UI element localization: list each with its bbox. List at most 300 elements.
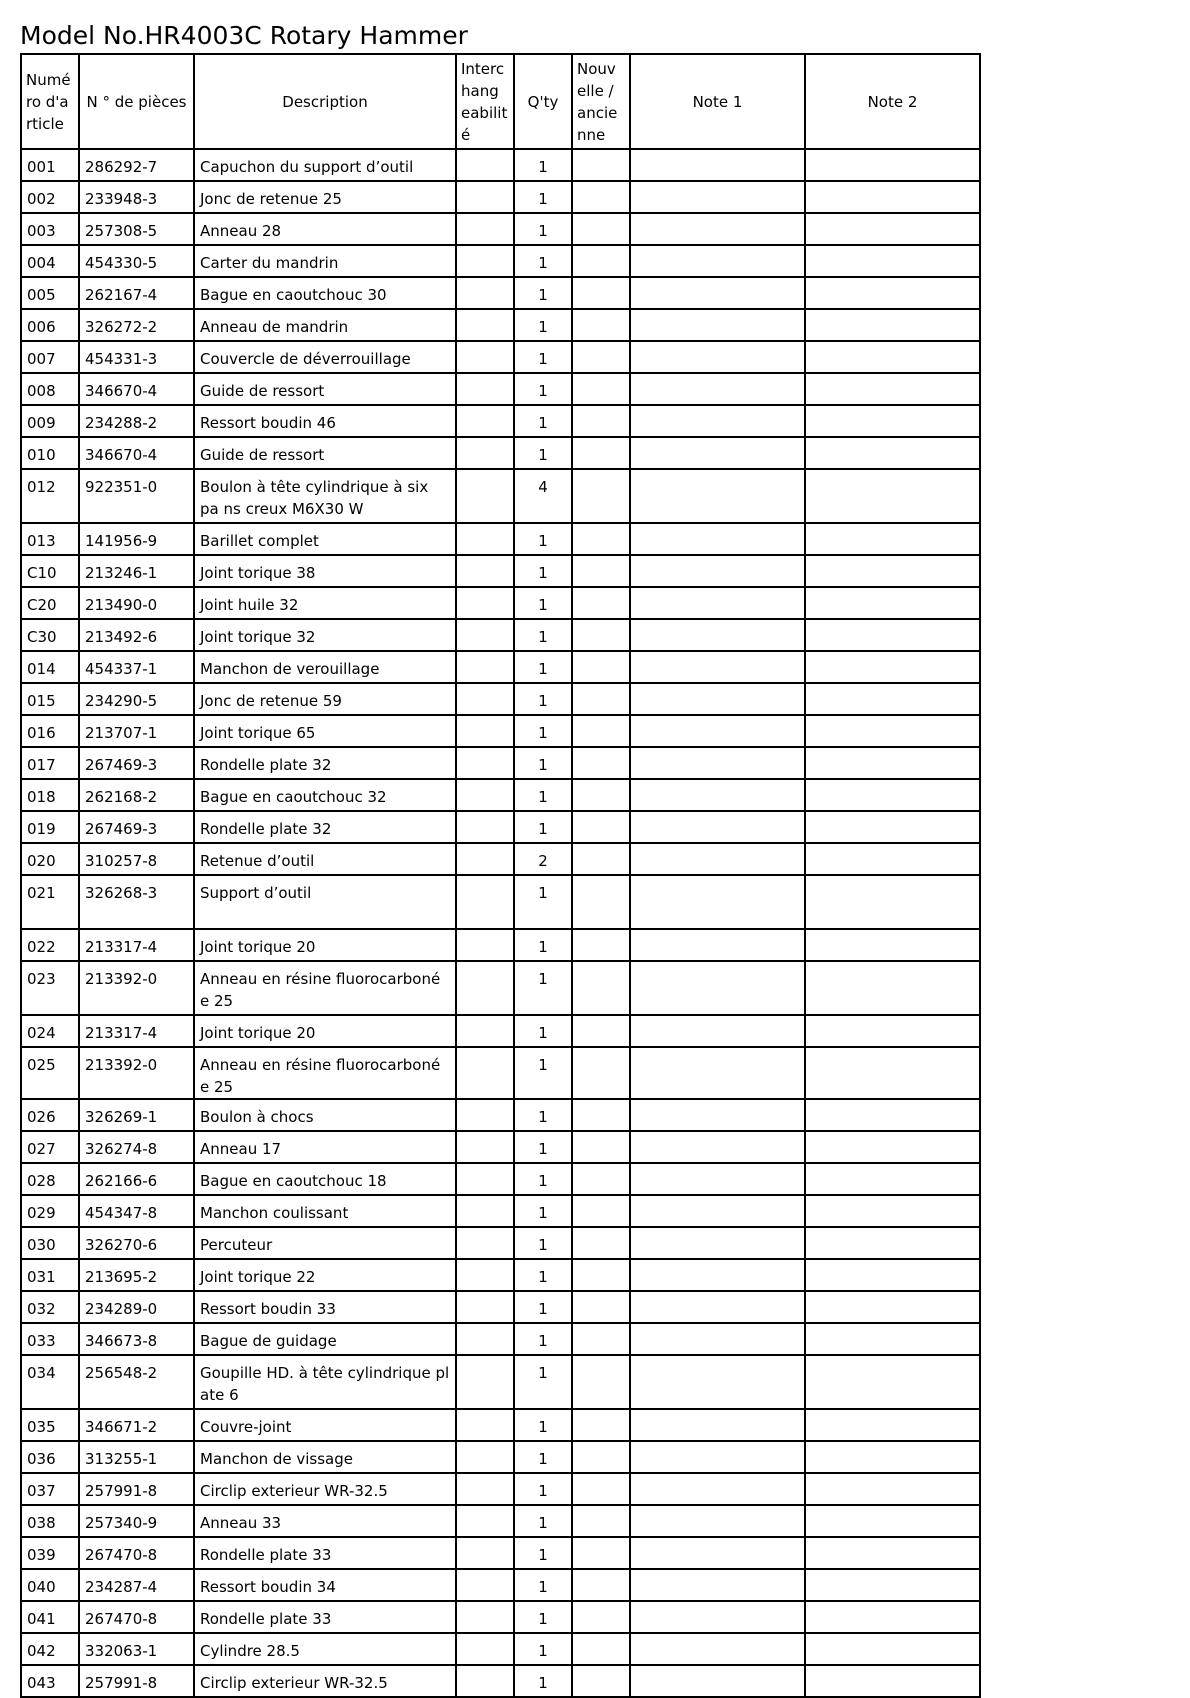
new-old-cell [572, 1409, 630, 1441]
table-row [21, 747, 980, 779]
description-cell: Joint torique 32 [194, 619, 456, 651]
interchangeability-cell [456, 1665, 514, 1697]
note-2-cell [805, 555, 980, 587]
part-number-cell: 257991-8 [79, 1665, 194, 1697]
table-row [21, 309, 980, 341]
item-number-cell: 034 [21, 1355, 79, 1409]
description-cell: Percuteur [194, 1227, 456, 1259]
note-1-cell [630, 875, 805, 929]
part-number-cell: 233948-3 [79, 181, 194, 213]
note-2-cell [805, 1441, 980, 1473]
part-number-cell: 262166-6 [79, 1163, 194, 1195]
quantity-cell: 1 [514, 1601, 572, 1633]
interchangeability-cell [456, 875, 514, 929]
note-1-cell [630, 405, 805, 437]
quantity-cell: 1 [514, 651, 572, 683]
note-1-cell [630, 1505, 805, 1537]
table-row [21, 1633, 980, 1665]
note-2-cell [805, 1473, 980, 1505]
part-number-cell: 213392-0 [79, 1047, 194, 1099]
part-number-cell: 257991-8 [79, 1473, 194, 1505]
part-number-cell: 234287-4 [79, 1569, 194, 1601]
new-old-cell [572, 1163, 630, 1195]
new-old-cell [572, 779, 630, 811]
quantity-cell: 1 [514, 1505, 572, 1537]
new-old-cell [572, 555, 630, 587]
part-number-cell: 267470-8 [79, 1601, 194, 1633]
description-cell: Guide de ressort [194, 437, 456, 469]
table-row [21, 683, 980, 715]
note-2-cell [805, 779, 980, 811]
note-1-cell [630, 1131, 805, 1163]
part-number-cell: 326274-8 [79, 1131, 194, 1163]
part-number-cell: 454331-3 [79, 341, 194, 373]
quantity-cell: 1 [514, 437, 572, 469]
new-old-cell [572, 1569, 630, 1601]
note-2-cell [805, 651, 980, 683]
description-cell: Rondelle plate 32 [194, 811, 456, 843]
part-number-cell: 326272-2 [79, 309, 194, 341]
note-2-cell [805, 1569, 980, 1601]
header-row [21, 54, 980, 149]
note-2-cell [805, 1355, 980, 1409]
item-number-cell: 028 [21, 1163, 79, 1195]
interchangeability-cell [456, 811, 514, 843]
part-number-cell: 213317-4 [79, 929, 194, 961]
new-old-cell [572, 1441, 630, 1473]
part-number-cell: 234288-2 [79, 405, 194, 437]
interchangeability-cell [456, 1015, 514, 1047]
note-2-cell [805, 523, 980, 555]
interchangeability-cell [456, 309, 514, 341]
note-2-cell [805, 1099, 980, 1131]
item-number-cell: 029 [21, 1195, 79, 1227]
note-2-cell [805, 341, 980, 373]
new-old-cell [572, 149, 630, 181]
note-1-cell [630, 929, 805, 961]
table-row [21, 929, 980, 961]
item-number-cell: 020 [21, 843, 79, 875]
note-1-cell [630, 619, 805, 651]
note-2-cell [805, 961, 980, 1015]
item-number-cell: 030 [21, 1227, 79, 1259]
part-number-cell: 213392-0 [79, 961, 194, 1015]
new-old-cell [572, 1537, 630, 1569]
description-cell: Barillet complet [194, 523, 456, 555]
description-cell: Joint torique 20 [194, 1015, 456, 1047]
note-1-cell [630, 341, 805, 373]
new-old-cell [572, 843, 630, 875]
header-description: Description [194, 54, 456, 149]
part-number-cell: 346670-4 [79, 437, 194, 469]
item-number-cell: 037 [21, 1473, 79, 1505]
quantity-cell: 1 [514, 779, 572, 811]
description-cell: Jonc de retenue 59 [194, 683, 456, 715]
interchangeability-cell [456, 1047, 514, 1099]
note-2-cell [805, 469, 980, 523]
table-row [21, 1601, 980, 1633]
note-1-cell [630, 1047, 805, 1099]
quantity-cell: 1 [514, 1227, 572, 1259]
header-new-old: Nouv elle / ancie nne [572, 54, 630, 149]
description-cell: Anneau 17 [194, 1131, 456, 1163]
new-old-cell [572, 1665, 630, 1697]
note-1-cell [630, 843, 805, 875]
interchangeability-cell [456, 213, 514, 245]
item-number-cell: 010 [21, 437, 79, 469]
item-number-cell: 031 [21, 1259, 79, 1291]
quantity-cell: 1 [514, 1015, 572, 1047]
quantity-cell: 1 [514, 181, 572, 213]
quantity-cell: 1 [514, 1323, 572, 1355]
quantity-cell: 1 [514, 1355, 572, 1409]
interchangeability-cell [456, 1227, 514, 1259]
part-number-cell: 326270-6 [79, 1227, 194, 1259]
part-number-cell: 262167-4 [79, 277, 194, 309]
table-row [21, 651, 980, 683]
table-row [21, 619, 980, 651]
quantity-cell: 1 [514, 683, 572, 715]
interchangeability-cell [456, 747, 514, 779]
description-cell: Joint torique 20 [194, 929, 456, 961]
new-old-cell [572, 373, 630, 405]
table-row [21, 1441, 980, 1473]
interchangeability-cell [456, 149, 514, 181]
item-number-cell: 019 [21, 811, 79, 843]
interchangeability-cell [456, 405, 514, 437]
quantity-cell: 1 [514, 619, 572, 651]
note-1-cell [630, 1601, 805, 1633]
description-cell: Jonc de retenue 25 [194, 181, 456, 213]
table-row [21, 1099, 980, 1131]
table-row [21, 843, 980, 875]
description-cell: Support d’outil [194, 875, 456, 929]
note-2-cell [805, 1291, 980, 1323]
note-1-cell [630, 1015, 805, 1047]
item-number-cell: 008 [21, 373, 79, 405]
description-cell: Retenue d’outil [194, 843, 456, 875]
quantity-cell: 1 [514, 149, 572, 181]
table-row [21, 1665, 980, 1697]
note-1-cell [630, 1441, 805, 1473]
part-number-cell: 262168-2 [79, 779, 194, 811]
note-2-cell [805, 929, 980, 961]
description-cell: Joint torique 65 [194, 715, 456, 747]
new-old-cell [572, 405, 630, 437]
interchangeability-cell [456, 651, 514, 683]
item-number-cell: 025 [21, 1047, 79, 1099]
description-cell: Manchon coulissant [194, 1195, 456, 1227]
interchangeability-cell [456, 1291, 514, 1323]
quantity-cell: 1 [514, 373, 572, 405]
part-number-cell: 346670-4 [79, 373, 194, 405]
part-number-cell: 454337-1 [79, 651, 194, 683]
quantity-cell: 1 [514, 1569, 572, 1601]
description-cell: Anneau 33 [194, 1505, 456, 1537]
item-number-cell: C10 [21, 555, 79, 587]
quantity-cell: 2 [514, 843, 572, 875]
interchangeability-cell [456, 523, 514, 555]
part-number-cell: 213317-4 [79, 1015, 194, 1047]
note-1-cell [630, 277, 805, 309]
new-old-cell [572, 1227, 630, 1259]
new-old-cell [572, 277, 630, 309]
part-number-cell: 267469-3 [79, 811, 194, 843]
note-1-cell [630, 149, 805, 181]
item-number-cell: 009 [21, 405, 79, 437]
note-2-cell [805, 1227, 980, 1259]
note-1-cell [630, 213, 805, 245]
note-1-cell [630, 1259, 805, 1291]
item-number-cell: 007 [21, 341, 79, 373]
note-1-cell [630, 683, 805, 715]
table-row [21, 1259, 980, 1291]
note-2-cell [805, 373, 980, 405]
header-item-number: Numé ro d'a rticle [21, 54, 79, 149]
description-cell: Cylindre 28.5 [194, 1633, 456, 1665]
new-old-cell [572, 811, 630, 843]
new-old-cell [572, 309, 630, 341]
new-old-cell [572, 1291, 630, 1323]
note-1-cell [630, 779, 805, 811]
new-old-cell [572, 181, 630, 213]
item-number-cell: 001 [21, 149, 79, 181]
table-row [21, 373, 980, 405]
note-2-cell [805, 213, 980, 245]
quantity-cell: 1 [514, 747, 572, 779]
part-number-cell: 267470-8 [79, 1537, 194, 1569]
part-number-cell: 332063-1 [79, 1633, 194, 1665]
item-number-cell: C30 [21, 619, 79, 651]
part-number-cell: 141956-9 [79, 523, 194, 555]
item-number-cell: 027 [21, 1131, 79, 1163]
new-old-cell [572, 1601, 630, 1633]
quantity-cell: 1 [514, 961, 572, 1015]
table-row [21, 341, 980, 373]
part-number-cell: 454347-8 [79, 1195, 194, 1227]
new-old-cell [572, 1131, 630, 1163]
table-row [21, 523, 980, 555]
note-1-cell [630, 469, 805, 523]
item-number-cell: 015 [21, 683, 79, 715]
interchangeability-cell [456, 1601, 514, 1633]
note-1-cell [630, 245, 805, 277]
item-number-cell: 023 [21, 961, 79, 1015]
header-interchangeability: Interc hang eabilit é [456, 54, 514, 149]
item-number-cell: C20 [21, 587, 79, 619]
new-old-cell [572, 1195, 630, 1227]
description-cell: Couvre-joint [194, 1409, 456, 1441]
description-cell: Ressort boudin 34 [194, 1569, 456, 1601]
new-old-cell [572, 747, 630, 779]
description-cell: Bague en caoutchouc 32 [194, 779, 456, 811]
interchangeability-cell [456, 1163, 514, 1195]
note-2-cell [805, 1195, 980, 1227]
table-row [21, 1505, 980, 1537]
note-2-cell [805, 715, 980, 747]
description-cell: Joint huile 32 [194, 587, 456, 619]
part-number-cell: 313255-1 [79, 1441, 194, 1473]
table-row [21, 555, 980, 587]
note-2-cell [805, 1163, 980, 1195]
table-row [21, 1537, 980, 1569]
item-number-cell: 016 [21, 715, 79, 747]
part-number-cell: 326268-3 [79, 875, 194, 929]
part-number-cell: 213695-2 [79, 1259, 194, 1291]
part-number-cell: 213707-1 [79, 715, 194, 747]
quantity-cell: 1 [514, 1131, 572, 1163]
new-old-cell [572, 1633, 630, 1665]
quantity-cell: 4 [514, 469, 572, 523]
interchangeability-cell [456, 341, 514, 373]
new-old-cell [572, 1099, 630, 1131]
quantity-cell: 1 [514, 523, 572, 555]
table-row [21, 779, 980, 811]
table-row [21, 715, 980, 747]
interchangeability-cell [456, 587, 514, 619]
item-number-cell: 035 [21, 1409, 79, 1441]
parts-table-body [21, 149, 980, 1697]
part-number-cell: 213490-0 [79, 587, 194, 619]
interchangeability-cell [456, 245, 514, 277]
note-1-cell [630, 555, 805, 587]
note-1-cell [630, 437, 805, 469]
part-number-cell: 213246-1 [79, 555, 194, 587]
interchangeability-cell [456, 1195, 514, 1227]
part-number-cell: 234290-5 [79, 683, 194, 715]
interchangeability-cell [456, 843, 514, 875]
table-row [21, 1015, 980, 1047]
new-old-cell [572, 341, 630, 373]
part-number-cell: 257340-9 [79, 1505, 194, 1537]
new-old-cell [572, 437, 630, 469]
note-1-cell [630, 1195, 805, 1227]
table-row [21, 1291, 980, 1323]
description-cell: Bague en caoutchouc 18 [194, 1163, 456, 1195]
new-old-cell [572, 1355, 630, 1409]
description-cell: Boulon à chocs [194, 1099, 456, 1131]
part-number-cell: 256548-2 [79, 1355, 194, 1409]
note-2-cell [805, 181, 980, 213]
note-2-cell [805, 1537, 980, 1569]
table-row [21, 1227, 980, 1259]
new-old-cell [572, 1473, 630, 1505]
note-1-cell [630, 747, 805, 779]
item-number-cell: 041 [21, 1601, 79, 1633]
quantity-cell: 1 [514, 1633, 572, 1665]
interchangeability-cell [456, 1323, 514, 1355]
table-row [21, 181, 980, 213]
note-2-cell [805, 1409, 980, 1441]
table-row [21, 875, 980, 929]
header-quantity: Q'ty [514, 54, 572, 149]
note-1-cell [630, 961, 805, 1015]
interchangeability-cell [456, 1259, 514, 1291]
note-2-cell [805, 587, 980, 619]
item-number-cell: 014 [21, 651, 79, 683]
note-1-cell [630, 309, 805, 341]
description-cell: Anneau en résine fluorocarboné e 25 [194, 961, 456, 1015]
note-1-cell [630, 523, 805, 555]
part-number-cell: 267469-3 [79, 747, 194, 779]
new-old-cell [572, 1015, 630, 1047]
interchangeability-cell [456, 437, 514, 469]
item-number-cell: 039 [21, 1537, 79, 1569]
description-cell: Anneau en résine fluorocarboné e 25 [194, 1047, 456, 1099]
interchangeability-cell [456, 1569, 514, 1601]
quantity-cell: 1 [514, 1409, 572, 1441]
note-2-cell [805, 1015, 980, 1047]
new-old-cell [572, 1505, 630, 1537]
quantity-cell: 1 [514, 1195, 572, 1227]
description-cell: Rondelle plate 33 [194, 1601, 456, 1633]
item-number-cell: 026 [21, 1099, 79, 1131]
table-row [21, 149, 980, 181]
part-number-cell: 234289-0 [79, 1291, 194, 1323]
item-number-cell: 038 [21, 1505, 79, 1537]
parts-table [20, 53, 981, 1698]
interchangeability-cell [456, 779, 514, 811]
note-2-cell [805, 1601, 980, 1633]
new-old-cell [572, 245, 630, 277]
new-old-cell [572, 651, 630, 683]
interchangeability-cell [456, 683, 514, 715]
header-part-number: N ° de pièces [79, 54, 194, 149]
part-number-cell: 257308-5 [79, 213, 194, 245]
quantity-cell: 1 [514, 929, 572, 961]
interchangeability-cell [456, 929, 514, 961]
note-1-cell [630, 373, 805, 405]
item-number-cell: 012 [21, 469, 79, 523]
quantity-cell: 1 [514, 1163, 572, 1195]
quantity-cell: 1 [514, 213, 572, 245]
interchangeability-cell [456, 1505, 514, 1537]
quantity-cell: 1 [514, 1099, 572, 1131]
new-old-cell [572, 469, 630, 523]
new-old-cell [572, 875, 630, 929]
note-1-cell [630, 1537, 805, 1569]
note-1-cell [630, 1355, 805, 1409]
new-old-cell [572, 929, 630, 961]
description-cell: Rondelle plate 33 [194, 1537, 456, 1569]
interchangeability-cell [456, 373, 514, 405]
note-1-cell [630, 1633, 805, 1665]
note-2-cell [805, 149, 980, 181]
part-number-cell: 454330-5 [79, 245, 194, 277]
interchangeability-cell [456, 1633, 514, 1665]
description-cell: Rondelle plate 32 [194, 747, 456, 779]
note-1-cell [630, 181, 805, 213]
interchangeability-cell [456, 1473, 514, 1505]
note-2-cell [805, 811, 980, 843]
note-1-cell [630, 1409, 805, 1441]
table-row [21, 277, 980, 309]
quantity-cell: 1 [514, 875, 572, 929]
note-1-cell [630, 1099, 805, 1131]
header-note-2: Note 2 [805, 54, 980, 149]
quantity-cell: 1 [514, 245, 572, 277]
quantity-cell: 1 [514, 277, 572, 309]
table-row [21, 1047, 980, 1099]
header-note-1: Note 1 [630, 54, 805, 149]
table-row [21, 1473, 980, 1505]
new-old-cell [572, 1323, 630, 1355]
table-row [21, 1355, 980, 1409]
part-number-cell: 346673-8 [79, 1323, 194, 1355]
note-2-cell [805, 1323, 980, 1355]
interchangeability-cell [456, 181, 514, 213]
note-2-cell [805, 277, 980, 309]
